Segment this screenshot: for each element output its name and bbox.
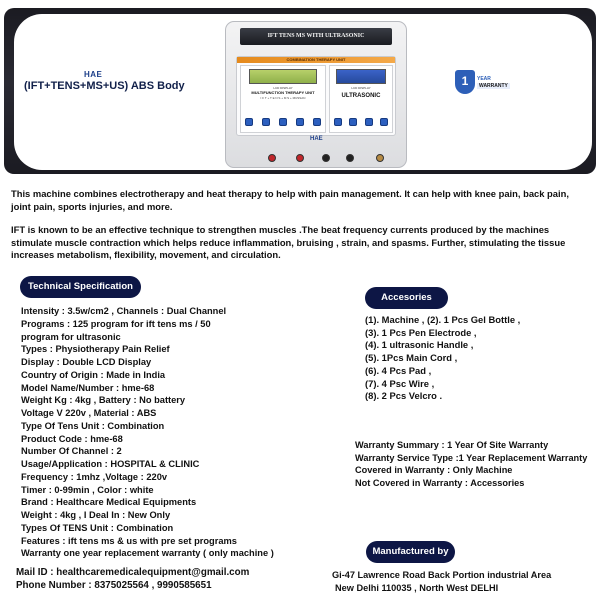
accessory-item: (8). 2 Pcs Velcro . — [365, 390, 443, 402]
warranty-details — [355, 439, 595, 489]
black-output-jack — [322, 154, 330, 162]
device-logo: HAE — [310, 136, 323, 142]
contact-details — [16, 567, 249, 593]
warranty-badge-year: YEAR — [477, 76, 491, 82]
device-button — [365, 118, 373, 126]
ultrasonic-probe-jack — [376, 154, 384, 162]
device-button — [380, 118, 388, 126]
spec-item: Intensity : 3.5w/cm2 , Channels : Dual Channel — [21, 306, 227, 316]
device-button — [279, 118, 287, 126]
modes-label: I F T + T E N S + M S + MUSSAN — [260, 96, 306, 100]
warranty-item: Warranty Service Type :1 Year Replacement Warranty — [355, 452, 588, 463]
device-button — [313, 118, 321, 126]
warranty-badge — [455, 70, 508, 96]
black-output-jack — [346, 154, 354, 162]
green-lcd-screen — [249, 69, 317, 84]
red-output-jack — [268, 154, 276, 162]
mail-id: Mail ID : healthcaremedicalequipment@gmail.com — [16, 567, 250, 578]
brand-logo: HAE — [84, 70, 103, 79]
intro-paragraph: This machine combines electrotherapy and heat therapy to help with pain management. It can help with knee pain, back pain, joint pain, sports injuries, and more. — [11, 188, 569, 212]
accessory-item: (4). 1 ultrasonic Handle , — [365, 339, 474, 351]
lcd-display-label: LCD DISPLAY — [273, 86, 293, 90]
manufacturer-address — [332, 569, 551, 594]
blue-lcd-screen — [336, 69, 386, 84]
technical-specification-list — [21, 305, 341, 560]
spec-item: Types : Physiotherapy Pain Relief — [21, 344, 170, 355]
therapy-button-row — [241, 118, 325, 126]
spec-item: Voltage V 220v , Material : ABS — [21, 408, 157, 418]
spec-item: Weight : 4kg , I Deal In : New Only — [21, 510, 171, 520]
accessories-list — [365, 314, 595, 403]
spec-item: Types Of TENS Unit : Combination — [21, 522, 174, 533]
device-button — [262, 118, 270, 126]
device-button — [334, 118, 342, 126]
spec-item: Number Of Channel : 2 — [21, 446, 122, 457]
device-button — [349, 118, 357, 126]
address-line-1: Gi-47 Lawrence Road Back Portion industrial Area — [332, 570, 552, 580]
shield-icon: 1 — [455, 70, 475, 94]
red-output-jack — [296, 154, 304, 162]
device-button — [296, 118, 304, 126]
warranty-badge-label: WARRANTY — [479, 83, 508, 89]
ift-description-paragraph: IFT is known to be an effective technique to strengthen muscles .The beat frequency currents produced by the machines stimulate muscle contraction which helps reduce inflammation, bruising , strain, and spasms. Further, stimulating the tissue increases metabolism, flexibility, movement, and circulation. — [11, 224, 566, 261]
spec-item: Brand : Healthcare Medical Equipments — [21, 497, 197, 508]
spec-item: Model Name/Number : hme-68 — [21, 382, 155, 393]
warranty-item: Not Covered in Warranty : Accessories — [355, 477, 525, 488]
spec-item: Frequency : 1mhz ,Voltage : 220v — [21, 471, 168, 482]
accessory-item: (5). 1Pcs Main Cord , — [365, 352, 458, 364]
therapy-control-panel — [240, 65, 326, 133]
technical-specification-heading: Technical Specification — [20, 276, 141, 298]
spec-item: Country of Origin : Made in India — [21, 369, 166, 380]
spec-item: Warranty one year replacement warranty ( only machine ) — [21, 548, 274, 559]
accessory-item: (3). 1 Pcs Pen Electrode , — [365, 326, 477, 338]
device-front-panel — [236, 56, 396, 136]
spec-item: Product Code : hme-68 — [21, 433, 123, 444]
spec-item: Usage/Application : HOSPITAL & CLINIC — [21, 459, 200, 469]
warranty-item: Warranty Summary : 1 Year Of Site Warranty — [355, 440, 549, 450]
accessory-item: (1). Machine , (2). 1 Pcs Gel Bottle , — [365, 314, 521, 325]
phone-number: Phone Number : 8375025564 , 9990585651 — [16, 579, 212, 591]
ultrasonic-button-row — [330, 118, 392, 126]
device-top-label: IFT TENS MS WITH ULTRASONIC — [240, 28, 392, 45]
spec-item: Programs : 125 program for ift tens ms / 50 — [21, 318, 211, 329]
accessories-heading: Accesories — [365, 287, 448, 309]
accessory-item: (6). 4 Pcs Pad , — [365, 364, 432, 376]
manufactured-by-heading: Manufactured by — [366, 541, 455, 563]
spec-item: Timer : 0-99min , Color : white — [21, 484, 154, 495]
lcd-display-label: LCD DISPLAY — [351, 86, 371, 90]
device-illustration — [225, 21, 407, 168]
multifunction-label: MULTIFUNCTION THERAPY UNIT — [251, 90, 315, 95]
ultrasonic-control-panel — [329, 65, 393, 133]
spec-item: program for ultrasonic — [21, 331, 121, 342]
device-button — [245, 118, 253, 126]
spec-item: Weight Kg : 4kg , Battery : No battery — [21, 395, 186, 406]
device-strip-label: COMBINATION THERAPY UNIT — [237, 57, 395, 63]
product-title: (IFT+TENS+MS+US) ABS Body — [24, 80, 185, 92]
address-line-2: New Delhi 110035 , North West DELHI — [335, 582, 499, 593]
accessory-item: (7). 4 Psc Wire , — [365, 377, 435, 389]
ultrasonic-label: ULTRASONIC — [341, 93, 381, 99]
spec-item: Features : ift tens ms & us with pre set programs — [21, 535, 237, 546]
spec-item: Display : Double LCD Display — [21, 357, 152, 367]
warranty-item: Covered in Warranty : Only Machine — [355, 465, 513, 476]
spec-item: Type Of Tens Unit : Combination — [21, 420, 165, 431]
